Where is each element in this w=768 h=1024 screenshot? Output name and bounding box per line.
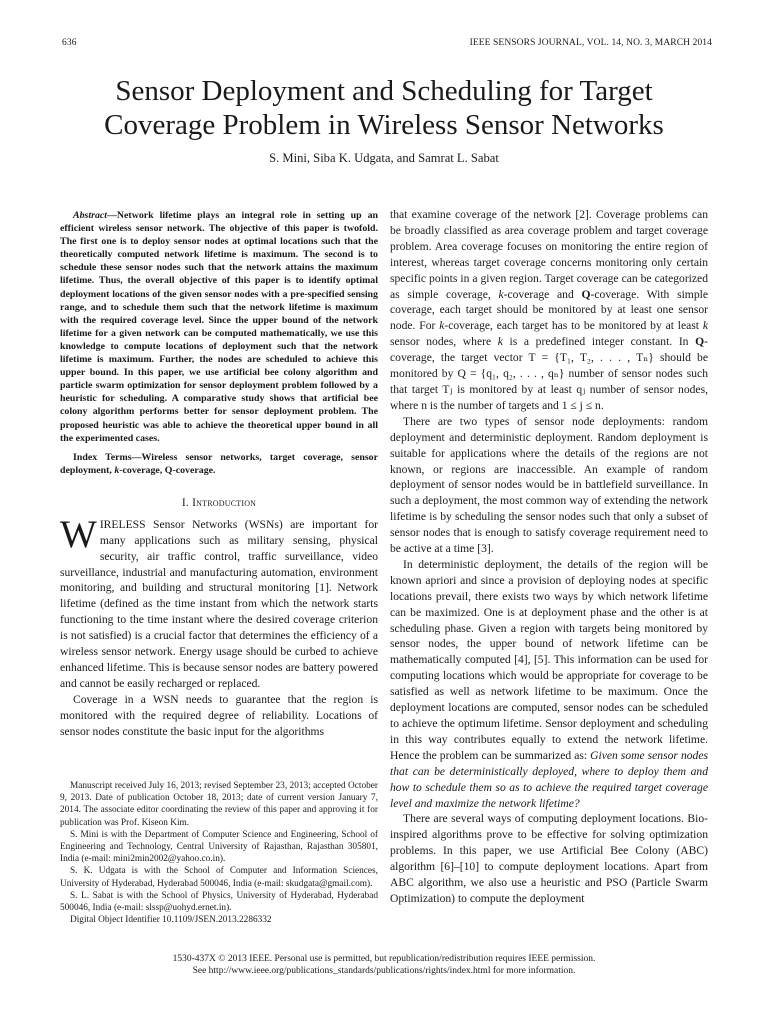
footnote-manuscript: Manuscript received July 16, 2013; revised September 23, 2013; accepted October 9, 2013. Date of publication October 18, 2013; date of current version January 7, 2014. The associate editor coordinating the review of this paper and approving it for publication was Prof. Kiseon Kim. — [60, 781, 378, 828]
abstract-text: —Network lifetime plays an integral role in setting up an efficient wireless sensor network. The objective of this paper is twofold. The first one is to deploy sensor nodes at optimal locations such that the theoretically computed network lifetime is maximum. The second is to schedule these sensor nodes such that the network attains the maximum lifetime. Thus, the overall objective of this paper is to identify optimal deployment locations of the given sensor nodes with a pre-specified sensing range, and to schedule them such that the network lifetime is maximum with the required coverage level. Since the upper bound of the network lifetime for a given network can be computed mathematically, we use this knowledge to compute locations of deployment such that the network lifetime is maximum. Further, the nodes are scheduled to achieve this upper bound. In this paper, we use artificial bee colony algorithm and particle swarm optimization for sensor deployment problem followed by a heuristic for scheduling. A comparative study shows that artificial bee colony algorithm performs better for sensor deployment problem. The proposed heuristic was able to achieve the theoretical upper bound in all the experimented cases. — [60, 210, 378, 444]
abstract — [60, 209, 378, 445]
rp1-k2: k — [439, 319, 445, 333]
right-paragraph-2: There are two types of sensor node deployments: random deployment and deterministic deployment. Random deployment is suitable for applications where the details of the regions are not known, or regions are inaccessible. An example of random deployment of sensor nodes would be in battlefield surveillance. In such a deployment, the most common way of extending the network lifetime is by scheduling the sensor nodes such that only a subset of sensor nodes that is enough to satisfy coverage requirement need to be active at a time [3]. — [390, 414, 708, 556]
copyright-line-2: See http://www.ieee.org/publications_standards/publications/rights/index.html for more information. — [192, 966, 576, 977]
section-number: I. — [181, 495, 193, 509]
rp1-k3: k — [702, 319, 708, 333]
rp1-c: -coverage. With simple coverage, each target should be monitored by at least one sensor node. For — [390, 287, 708, 333]
running-header — [62, 38, 712, 52]
copyright-line-1: 1530-437X © 2013 IEEE. Personal use is permitted, but republication/redistribution requires IEEE permission. — [172, 954, 596, 964]
right-paragraph-3 — [390, 557, 708, 812]
left-column — [60, 209, 378, 739]
index-terms-text-a: —Wireless sensor networks, target coverage, sensor deployment, — [60, 451, 379, 476]
index-terms — [60, 451, 378, 477]
index-terms-k: k — [114, 464, 120, 476]
section-title: Introduction — [192, 495, 257, 509]
rp1-b: -coverage and — [503, 287, 582, 301]
rp1-q2: Q — [695, 335, 705, 349]
title-line-2: Coverage Problem in Wireless Sensor Networks — [104, 109, 664, 141]
right-column — [390, 207, 708, 907]
rp1-e: sensor nodes, where — [390, 335, 498, 349]
rp3-question: Given some sensor nodes that can be deterministically deployed, where to deploy them and how to schedule them so as to achieve the required target coverage level and maximize the network lifetime? — [390, 748, 708, 810]
rp1-a: that examine coverage of the network [2]. Coverage problems can be broadly classified as area coverage problem and target coverage problem. Area coverage focuses on monitoring the entire region of interest, whereas target coverage concerns monitoring only certain specific points in a given region. Target coverage can be categorized as simple coverage, — [390, 208, 708, 301]
abstract-label: Abstract — [73, 210, 108, 221]
intro-paragraph-2: Coverage in a WSN needs to guarantee that the region is monitored with the required degree of reliability. Locations of sensor nodes constitute the basic input for the algorithms — [60, 692, 378, 738]
drop-cap: W — [60, 512, 97, 556]
rp1-d: -coverage, each target has to be monitored by at least — [444, 319, 703, 333]
rp1-k4: k — [497, 335, 503, 349]
right-paragraph-1 — [390, 207, 708, 414]
footnotes — [60, 780, 378, 926]
rp3-a: In deterministic deployment, the details of the region will be known apriori and since a provision of deploying nodes at specific locations prevail, there exists two ways by which network lifetime can be maximized. One is at deployment phase and the other is at scheduling phase. Given a region with targets being monitored by sensor nodes, the upper bound of network lifetime can be mathematically computed [4], [5]. This information can be used for computing locations which would be appropriate for coverage to be satisfied as well as network lifetime to be maximum. Once the deployment locations are computed, sensor nodes can be scheduled to achieve the optimum lifetime. Sensor deployment and scheduling in this way contributes equally to extend the network lifetime. Hence the problem can be summarized as: — [390, 557, 708, 762]
title-line-1: Sensor Deployment and Scheduling for Target — [115, 75, 653, 107]
page-number: 636 — [62, 38, 77, 48]
paper-title — [40, 74, 728, 142]
index-terms-label: Index Terms — [73, 451, 132, 463]
copyright-footer — [40, 953, 728, 978]
intro-paragraph-1-text: IRELESS Sensor Networks (WSNs) are important for many applications such as military sensing, physical security, air traffic control, traffic surveillance, video surveillance, industrial and manufacturing automation, environment monitoring, and building and structural monitoring [1]. Network lifetime (defined as the time instant from which the network starts functioning to the time instant where the desired coverage criterion is not satisfied) is a crucial factor that determines the efficiency of a wireless sensor network. Energy usage should be curbed to achieve enhanced lifetime. This is because sensor nodes are battery powered and cannot be easily recharged or replaced. — [60, 517, 378, 690]
index-terms-text-b: -coverage, Q-coverage. — [119, 464, 216, 476]
rp1-q1: Q — [581, 287, 591, 301]
footnote-doi: Digital Object Identifier 10.1109/JSEN.2013.2286332 — [70, 915, 272, 926]
right-paragraph-4: There are several ways of computing deployment locations. Bio-inspired algorithms prove to be effective for solving optimization problems. In this paper, we use Artificial Bee Colony (ABC) algorithm [6]–[10] to compute deployment locations. Apart from ABC algorithm, we also use a heuristic and PSO (Particle Swarm Optimization) to compute the deployment — [390, 812, 708, 905]
journal-header: IEEE SENSORS JOURNAL, VOL. 14, NO. 3, MARCH 2014 — [469, 38, 712, 48]
rp1-k1: k — [498, 287, 504, 301]
rp1-f: is a predefined integer constant. In — [502, 335, 696, 349]
footnote-author-sabat: S. L. Sabat is with the School of Physics, University of Hyderabad, Hyderabad 500046, India (e-mail: slssp@uohyd.ernet.in). — [60, 890, 378, 914]
section-heading-introduction — [60, 495, 378, 511]
author-list: S. Mini, Siba K. Udgata, and Samrat L. Sabat — [269, 151, 499, 165]
footnote-author-mini: S. Mini is with the Department of Computer Science and Engineering, School of Engineering and Technology, Central University of Rajasthan, Rajasthan 305801, India (e-mail: mini2min2002@yahoo.co.in). — [60, 829, 378, 865]
intro-paragraph-1 — [60, 512, 378, 692]
rp1-g: -coverage, the target vector T = {T₁, T₂, . . . , Tₙ} should be monitored by Q = {q₁, q₂, . . . , qₙ} number of sensor nodes such that target Tⱼ is monitored by at least qⱼ number of sensor nodes, where n is the number of targets and 1 ≤ j ≤ n. — [390, 335, 708, 412]
footnote-author-udgata: S. K. Udgata is with the School of Computer and Information Sciences, University of Hyderabad, Hyderabad 500046, India (e-mail: skudgata@gmail.com). — [60, 866, 378, 889]
